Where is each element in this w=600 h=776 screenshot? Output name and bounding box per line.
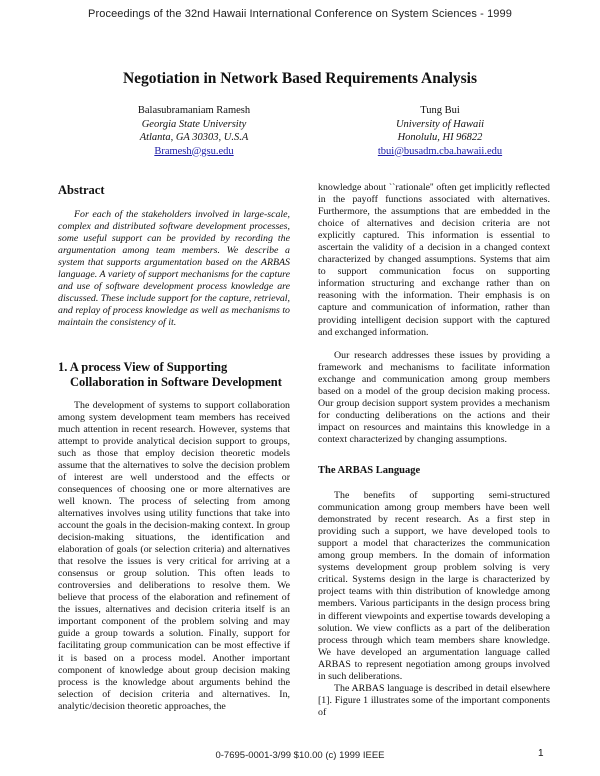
author-affiliation: Georgia State University [141, 118, 247, 130]
section-paragraph-continued: knowledge about ``rationale'' often get implicitly reflected in the payoff functions associated with alternatives. Furthermore, the assumptions that are embedded in the choice of alternatives and decision criteria are not explicitly captured. This information is essential to ascertain the validity of a decision in a changed context characterized by changed assumptions. Systems that aim to support communication focus on supporting information structuring and exchange rather than on reasoning with the information. Their emphasis is on capture and communication of information, rather than providing intelligent decision support with the captured and exchanged information. [318, 182, 550, 338]
page-number: 1 [538, 748, 544, 759]
author-location: Honolulu, HI 96822 [397, 132, 483, 143]
left-column [58, 182, 290, 713]
abstract-heading: Abstract [58, 183, 105, 197]
subsection-heading: The ARBAS Language [318, 464, 421, 476]
author-email-link[interactable]: Bramesh@gsu.edu [154, 145, 234, 157]
copyright-footer: 0-7695-0001-3/99 $10.00 (c) 1999 IEEE [215, 750, 385, 761]
author-block-2 [330, 104, 550, 158]
subsection-paragraph: The benefits of supporting semi-structured communication among group members have been well demonstrated by recent research. As a first step in providing such a support, we have developed tools to support a model that characterizes the communication among group members. In the domain of information systems development group problem solving is very critical. Systems design in the large is characterized by project teams with thin distribution of knowledge among members. Various participants in the design process bring in different viewpoints and expertise towards developing a solution. We view conflicts as a part of the deliberation process through which team members share knowledge. We have developed an argumentation language called ARBAS to represent negotiation among groups involved in such deliberations. [318, 490, 550, 682]
right-column [318, 182, 550, 719]
running-header: Proceedings of the 32nd Hawaii International Conference on System Sciences - 1999 [88, 8, 512, 20]
author-affiliation: University of Hawaii [395, 118, 485, 130]
section-heading-line1: 1. A process View of Supporting [58, 359, 228, 374]
author-location: Atlanta, GA 30303, U.S.A [139, 132, 249, 143]
section-paragraph: The development of systems to support collaboration among system development team members has received much attention in recent research. However, systems that attempt to provide analytical decision support to groups, such as those that employ decision theoretic models assume that the alternatives to solve the decision problem of interest are well understood and the effects or consequences of choosing one or more alternatives are well known. The process of selecting from among alternatives involves using utility functions that take into account the goals in the decision-making context. In group decision-making situations, the identification and elaboration of goals (or selection criteria) and alternatives that resolve the issues is very critical for arriving at a consensus or group solution. This often leads to controversies and deliberations to resolve them. We believe that process of the elaboration and refinement of the issues, alternatives and decision criteria itself is an important component of the problem solving and may guide a group towards a solution. Finally, support for facilitating group communication can be most effective if it is based on a process model. Another important component of knowledge about group decision making process is the knowledge about arguments behind the selection of decision criteria and alternatives. In, analytic/decision theoretic approaches, the [58, 399, 290, 712]
author-block-1 [94, 104, 294, 158]
paper-title: Negotiation in Network Based Requirements Analysis [122, 70, 478, 87]
author-email-link[interactable]: tbui@busadm.cba.hawaii.edu [377, 145, 503, 157]
section-paragraph: Our research addresses these issues by providing a framework and mechanisms to facilitate information exchange and communication among group members based on a model of the group decision making process. Our group decision support system provides a mechanism for conducting deliberations on the actions and their impact on resources and maintains this knowledge in a context characterized by changing assumptions. [318, 349, 550, 445]
section-heading-line2: Collaboration in Software Development [70, 374, 282, 389]
author-name: Balasubramaniam Ramesh [137, 105, 251, 116]
abstract-text: For each of the stakeholders involved in large-scale, complex and distributed software development processes, some useful support can be provided by recording the argumentation among team members. We describe a system that supports argumentation based on the ARBAS language. A variety of support mechanisms for the capture and use of software development process knowledge are discussed. These include support for the capture, retrieval, and replay of process knowledge as well as mechanisms to maintain the consistency of it. [58, 209, 290, 329]
author-name: Tung Bui [420, 105, 460, 116]
section-heading [58, 360, 290, 390]
subsection-paragraph: The ARBAS language is described in detail elsewhere [1]. Figure 1 illustrates some of the important components of [318, 682, 550, 718]
